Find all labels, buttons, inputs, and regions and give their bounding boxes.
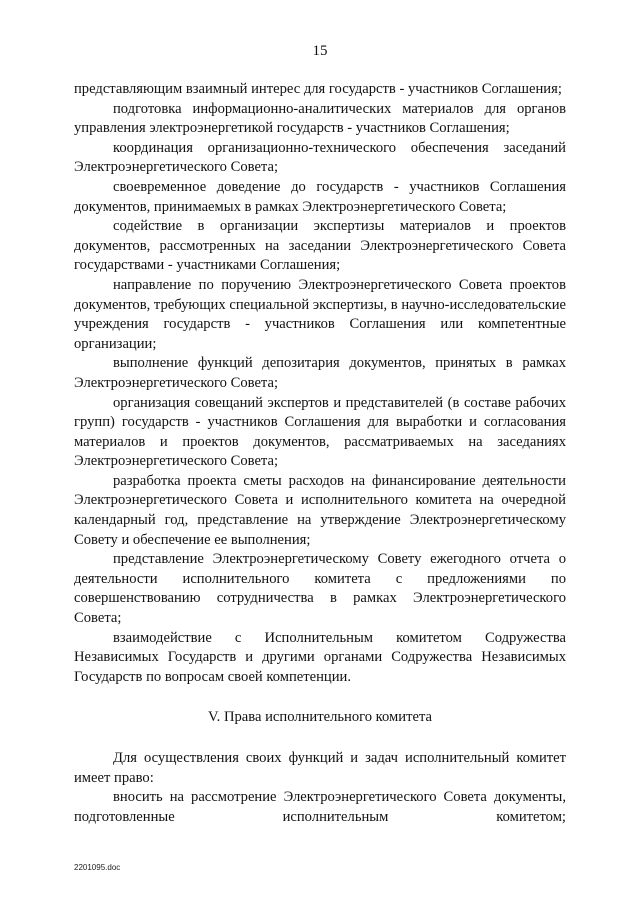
paragraph: выполнение функций депозитария документов, принятых в рамках Электроэнергетического Совета; <box>74 355 566 391</box>
paragraph: направление по поручению Электроэнергетического Совета проектов документов, требующих специальной экспертизы, в научно-исследовательские учреждения государств - участников Соглашения или компетентные организации; <box>74 276 566 352</box>
section-heading: V. Права исполнительного комитета <box>208 709 432 726</box>
paragraph: содействие в организации экспертизы материалов и проектов документов, рассмотренных на заседании Электроэнергетического Совета государствами - участниками Соглашения; <box>74 218 566 274</box>
paragraph: представляющим взаимный интерес для государств - участников Соглашения; <box>74 81 562 97</box>
paragraph: координация организационно-технического обеспечения заседаний Электроэнергетического Совета; <box>74 139 566 176</box>
paragraph: подготовка информационно-аналитических материалов для органов управления электроэнергетикой государств - участников Соглашения; <box>74 100 566 137</box>
paragraph: представление Электроэнергетическому Совету ежегодного отчета о деятельности исполнительного комитета с предложениями по совершенствованию сотрудничества в рамках Электроэнергетического Совета; <box>74 551 566 627</box>
paragraph: вносить на рассмотрение Электроэнергетического Совета документы, подготовленные исполнительным комитетом; <box>74 789 566 825</box>
footer-document-name: 2201095.doc <box>74 863 121 872</box>
paragraph: взаимодействие с Исполнительным комитетом Содружества Независимых Государств и другими органами Содружества Независимых Государств по вопросам своей компетенции. <box>74 629 566 685</box>
paragraph: своевременное доведение до государств - участников Соглашения документов, принимаемых в рамках Электроэнергетического Совета; <box>74 178 566 215</box>
paragraph: Для осуществления своих функций и задач исполнительный комитет имеет право: <box>74 750 566 786</box>
paragraph: организация совещаний экспертов и представителей (в составе рабочих групп) государств - участников Соглашения для выработки и согласования материалов и проектов документов, рассматриваемых на заседаниях Электроэнергетического Совета; <box>74 394 566 470</box>
page-number: 15 <box>312 43 328 59</box>
paragraph: разработка проекта сметы расходов на финансирование деятельности Электроэнергетического Совета и исполнительного комитета на очередной календарный год, представление на утверждение Электроэнергетическому Совету и обеспечение ее выполнения; <box>74 472 566 548</box>
document-body <box>74 80 566 827</box>
